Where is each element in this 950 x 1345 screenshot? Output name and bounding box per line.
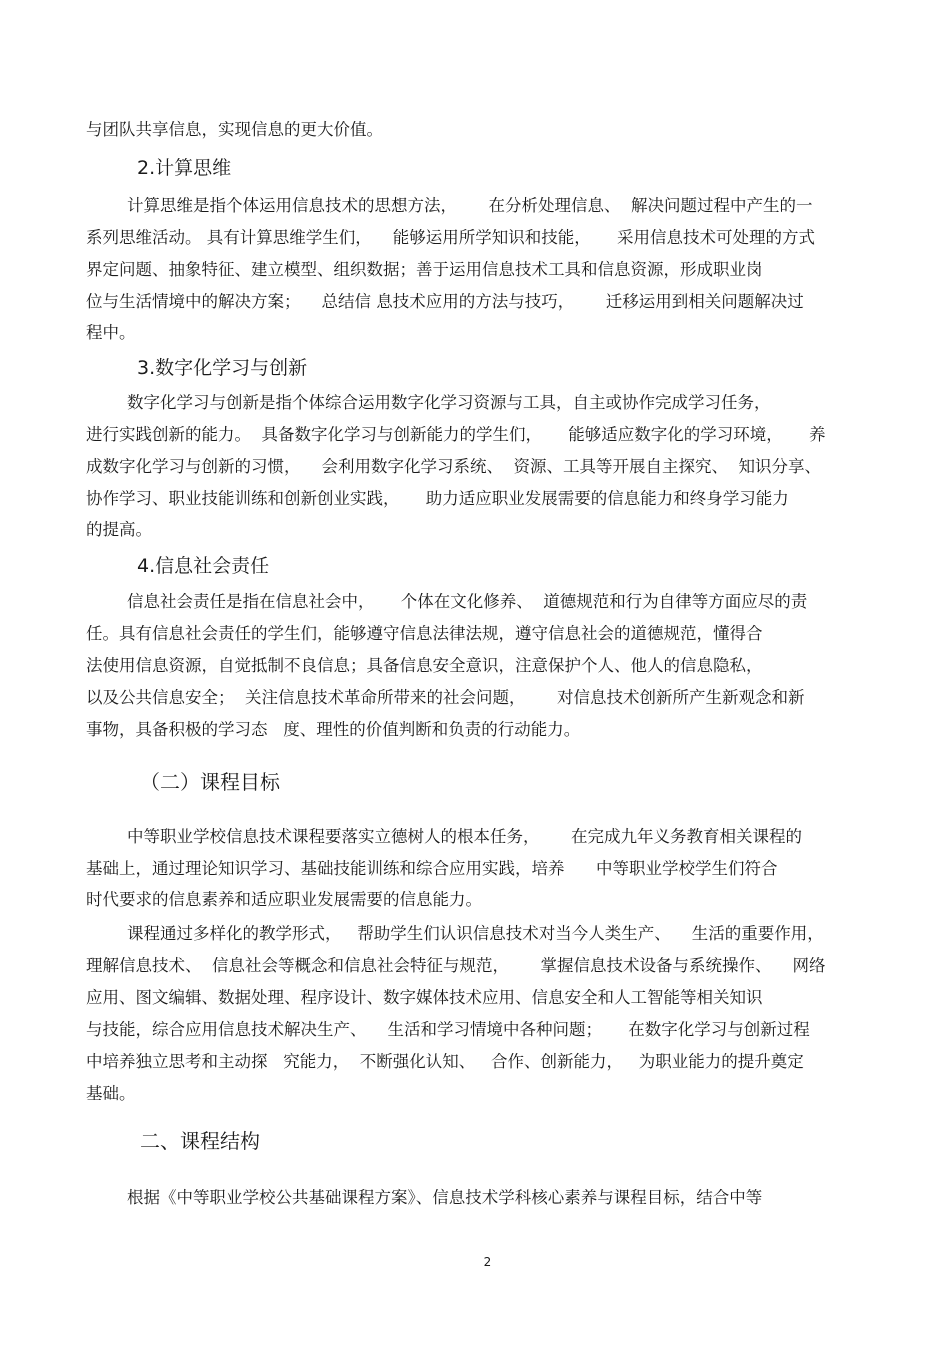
page-number: 2 [483, 1255, 492, 1269]
paragraph-line: 信息社会责任是指在信息社会中， 个体在文化修养、 道德规范和行为自律等方面应尽的责 [127, 592, 808, 611]
section-heading-course-structure: 二、课程结构 [140, 1129, 260, 1153]
paragraph-line: 数字化学习与创新是指个体综合运用数字化学习资源与工具，自主或协作完成学习任务， [127, 393, 771, 412]
section-heading-computational-thinking: 2.计算思维 [137, 157, 232, 179]
paragraph-line: 成数字化学习与创新的习惯， 会利用数字化学习系统、 资源、工具等开展自主探究、 知识分享、 [86, 457, 821, 476]
paragraph-line: 法使用信息资源，自觉抵制不良信息；具备信息安全意识，注意保护个人、他人的信息隐私， [86, 656, 763, 675]
paragraph-line: 中培养独立思考和主动探 究能力， 不断强化认知、 合作、创新能力， 为职业能力的提升奠定 [86, 1052, 804, 1071]
paragraph-line: 时代要求的信息素养和适应职业发展需要的信息能力。 [86, 890, 482, 909]
paragraph-line: 以及公共信息安全； 关注信息技术革命所带来的社会问题， 对信息技术创新所产生新观念和新 [86, 688, 805, 707]
paragraph-line: 与技能，综合应用信息技术解决生产、 生活和学习情境中各种问题； 在数字化学习与创新过程 [86, 1020, 810, 1039]
paragraph-line: 系列思维活动。 具有计算思维学生们， 能够运用所学知识和技能， 采用信息技术可处理的方式 [86, 228, 815, 247]
paragraph-line: 协作学习、职业技能训练和创新创业实践， 助力适应职业发展需要的信息能力和终身学习能力 [86, 489, 789, 508]
paragraph-line: 根据《中等职业学校公共基础课程方案》、信息技术学科核心素养与课程目标，结合中等 [127, 1188, 763, 1207]
paragraph-line: 与团队共享信息，实现信息的更大价值。 [86, 120, 383, 139]
paragraph-line: 的提高。 [86, 520, 152, 539]
paragraph-line: 程中。 [86, 323, 136, 342]
paragraph-line: 应用、图文编辑、数据处理、程序设计、数字媒体技术应用、信息安全和人工智能等相关知识 [86, 988, 763, 1007]
paragraph-line: 位与生活情境中的解决方案； 总结信 息技术应用的方法与技巧， 迁移运用到相关问题解决过 [86, 292, 804, 311]
paragraph-line: 基础。 [86, 1084, 136, 1103]
paragraph-line: 界定问题、抽象特征、建立模型、组织数据；善于运用信息技术工具和信息资源，形成职业岗 [86, 260, 763, 279]
section-heading-social-responsibility: 4.信息社会责任 [137, 555, 270, 577]
paragraph-line: 中等职业学校信息技术课程要落实立德树人的根本任务， 在完成九年义务教育相关课程的 [127, 827, 802, 846]
section-heading-digital-learning: 3.数字化学习与创新 [137, 357, 308, 379]
section-heading-course-goals: （二）课程目标 [140, 770, 280, 794]
paragraph-line: 课程通过多样化的教学形式， 帮助学生们认识信息技术对当今人类生产、 生活的重要作用， [127, 924, 824, 943]
paragraph-line: 理解信息技术、 信息社会等概念和信息社会特征与规范， 掌握信息技术设备与系统操作、 网络 [86, 956, 826, 975]
paragraph-line: 事物，具备积极的学习态 度、理性的价值判断和负责的行动能力。 [86, 720, 581, 739]
paragraph-line: 进行实践创新的能力。 具备数字化学习与创新能力的学生们， 能够适应数字化的学习环境， 养 [86, 425, 826, 444]
paragraph-line: 基础上，通过理论知识学习、基础技能训练和综合应用实践，培养 中等职业学校学生们符合 [86, 859, 778, 878]
paragraph-line: 计算思维是指个体运用信息技术的思想方法， 在分析处理信息、 解决问题过程中产生的一 [127, 196, 813, 215]
paragraph-line: 任。具有信息社会责任的学生们，能够遵守信息法律法规，遵守信息社会的道德规范，懂得合 [86, 624, 763, 643]
